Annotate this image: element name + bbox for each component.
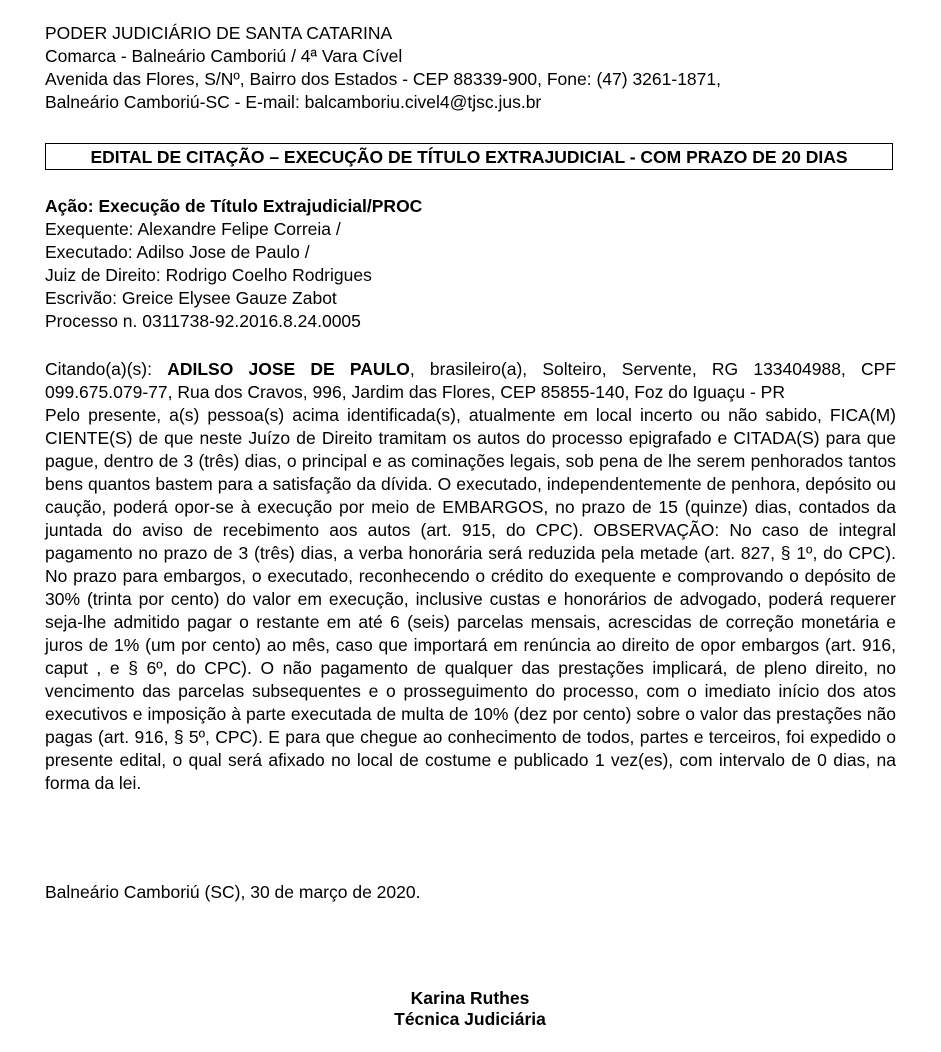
- case-defendant: Executado: Adilso Jose de Paulo /: [45, 242, 310, 262]
- court-name: PODER JUDICIÁRIO DE SANTA CATARINA: [45, 23, 393, 43]
- case-details: [45, 195, 905, 333]
- cited-party: [45, 358, 896, 404]
- cited-name: ADILSO JOSE DE PAULO: [167, 359, 410, 379]
- case-clerk: Escrivão: Greice Elysee Gauze Zabot: [45, 288, 337, 308]
- edict-paragraph: Pelo presente, a(s) pessoa(s) acima identificada(s), atualmente em local incerto ou não sabido, FICA(M) CIENTE(S) de que neste Juízo de Direito tramitam os autos do processo epigrafado e CITADA(S) para que pague, dentro de 3 (três) dias, o principal e as cominações legais, sob pena de lhe serem penhorados tantos bens quantos bastem para a satisfação da dívida. O executado, independentemente de penhora, depósito ou caução, poderá opor-se à execução por meio de EMBARGOS, no prazo de 15 (quinze) dias, contados da juntada do aviso de recebimento aos autos (art. 915, do CPC). OBSERVAÇÃO: No caso de integral pagamento no prazo de 3 (três) dias, a verba honorária será reduzida pela metade (art. 827, § 1º, do CPC). No prazo para embargos, o executado, reconhecendo o crédito do exequente e comprovando o depósito de 30% (trinta por cento) do valor em execução, inclusive custas e honorários de advogado, poderá requerer seja-lhe admitido pagar o restante em até 6 (seis) parcelas mensais, acrescidas de correção monetária e juros de 1% (um por cento) ao mês, caso que importará em renúncia ao direito de opor embargos (art. 916, caput , e § 6º, do CPC). O não pagamento de qualquer das prestações implicará, de pleno direito, no vencimento das parcelas subsequentes e o prosseguimento do processo, com o imediato início dos atos executivos e imposição à parte executada de multa de 10% (dez por cento) sobre o valor das prestações não pagas (art. 916, § 5º, CPC). E para que chegue ao conhecimento de todos, partes e terceiros, foi expedido o presente edital, o qual será afixado no local de costume e publicado 1 vez(es), com intervalo de 0 dias, na forma da lei.: [45, 405, 896, 793]
- cited-details: , brasileiro(a), Solteiro, Servente, RG 133404988, CPF 099.675.079-77, Rua dos Cravos, 996, Jardim das Flores, CEP 85855-140, Foz do Iguaçu - PR: [45, 359, 896, 402]
- cited-prefix: Citando(a)(s):: [45, 359, 168, 379]
- case-action: Ação: Execução de Título Extrajudicial/PROC: [45, 196, 423, 216]
- signer-name: Karina Ruthes: [410, 988, 530, 1008]
- edict-title: EDITAL DE CITAÇÃO – EXECUÇÃO DE TÍTULO EXTRAJUDICIAL - COM PRAZO DE 20 DIAS: [45, 143, 893, 170]
- case-plaintiff: Exequente: Alexandre Felipe Correia /: [45, 219, 341, 239]
- edict-body: [45, 358, 896, 795]
- signer-role: Técnica Judiciária: [394, 1009, 546, 1029]
- case-number: Processo n. 0311738-92.2016.8.24.0005: [45, 311, 361, 331]
- edict-date: Balneário Camboriú (SC), 30 de março de 2020.: [45, 882, 421, 902]
- court-district: Comarca - Balneário Camboriú / 4ª Vara Cível: [45, 46, 403, 66]
- signature-block: [330, 988, 610, 1030]
- court-contact: Balneário Camboriú-SC - E-mail: balcamboriu.civel4@tjsc.jus.br: [45, 92, 542, 112]
- court-header: [45, 22, 905, 114]
- court-address: Avenida das Flores, S/Nº, Bairro dos Estados - CEP 88339-900, Fone: (47) 3261-1871,: [45, 69, 721, 89]
- case-judge: Juiz de Direito: Rodrigo Coelho Rodrigues: [45, 265, 372, 285]
